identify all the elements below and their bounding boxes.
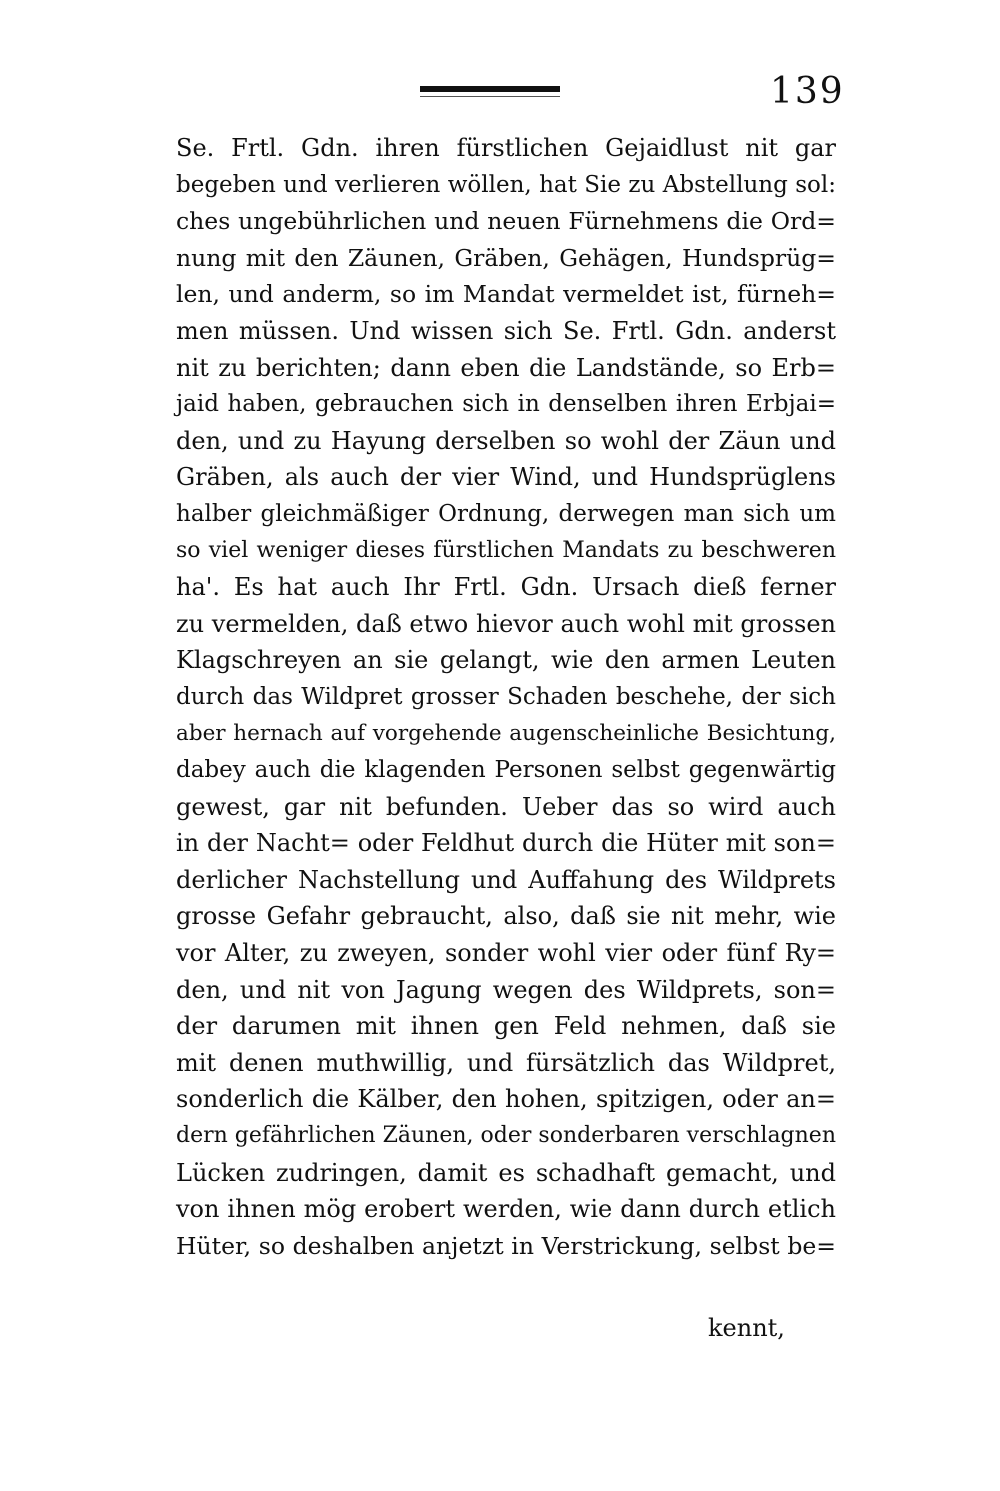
text-line: in der Nacht= oder Feldhut durch die Hüter mit son=: [176, 829, 836, 858]
text-line: men müssen. Und wissen sich Se. Frtl. Gdn. anderst: [176, 316, 836, 345]
text-line: den, und zu Hayung derselben so wohl der Zäun und: [176, 426, 836, 455]
text-line: der darumen mit ihnen gen Feld nehmen, daß sie: [176, 1012, 836, 1041]
text-line: ha'. Es hat auch Ihr Frtl. Gdn. Ursach dieß ferner: [176, 573, 836, 602]
text-line: Hüter, so deshalben anjetzt in Verstrickung, selbst be=: [176, 1231, 836, 1260]
catchword: kennt,: [708, 1314, 785, 1342]
text-line: so viel weniger dieses fürstlichen Mandats zu beschweren: [176, 537, 836, 563]
text-line: Se. Frtl. Gdn. ihren fürstlichen Gejaidlust nit gar: [176, 134, 836, 162]
text-line: dern gefährlichen Zäunen, oder sonderbaren verschlagnen: [176, 1123, 836, 1149]
text-line: Klagschreyen an sie gelangt, wie den armen Leuten: [176, 646, 836, 675]
text-line: aber hernach auf vorgehende augenscheinliche Besichtung,: [176, 720, 836, 746]
header-rule-underline: [420, 96, 560, 97]
header-rule: [420, 86, 560, 92]
text-line: begeben und verlieren wöllen, hat Sie zu Abstellung sol:: [176, 171, 836, 198]
text-line: dabey auch die klagenden Personen selbst gegenwärtig: [176, 757, 836, 784]
text-line: nung mit den Zäunen, Gräben, Gehägen, Hundsprüg=: [176, 243, 836, 272]
text-line: Lücken zudringen, damit es schadhaft gemacht, und: [176, 1158, 836, 1187]
text-line: Gräben, als auch der vier Wind, und Hundsprüglens: [176, 463, 836, 492]
text-line: durch das Wildpret grosser Schaden beschehe, der sich: [176, 683, 836, 710]
text-line: den, und nit von Jagung wegen des Wildprets, son=: [176, 975, 836, 1004]
text-line: sonderlich die Kälber, den hohen, spitzigen, oder an=: [176, 1085, 836, 1114]
body-text: [176, 130, 836, 1264]
text-line: jaid haben, gebrauchen sich in denselben ihren Erbjai=: [176, 391, 836, 418]
text-line: nit zu berichten; dann eben die Landstände, so Erb=: [176, 353, 836, 382]
text-line: ches ungebührlichen und neuen Fürnehmens die Ord=: [176, 207, 836, 236]
text-line: halber gleichmäßiger Ordnung, derwegen man sich um: [176, 500, 836, 527]
page-number: 139: [770, 71, 845, 112]
text-line: mit denen muthwillig, und fürsätzlich das Wildpret,: [176, 1048, 836, 1077]
text-line: von ihnen mög erobert werden, wie dann durch etlich: [176, 1195, 836, 1224]
text-line: gewest, gar nit befunden. Ueber das so wird auch: [176, 792, 836, 821]
text-line: derlicher Nachstellung und Auffahung des Wildprets: [176, 865, 836, 894]
text-line: grosse Gefahr gebraucht, also, daß sie nit mehr, wie: [176, 902, 836, 931]
text-line: vor Alter, zu zweyen, sonder wohl vier oder fünf Ry=: [176, 939, 836, 968]
text-line: len, und anderm, so im Mandat vermeldet ist, fürneh=: [176, 280, 836, 309]
text-line: zu vermelden, daß etwo hievor auch wohl mit grossen: [176, 609, 836, 638]
